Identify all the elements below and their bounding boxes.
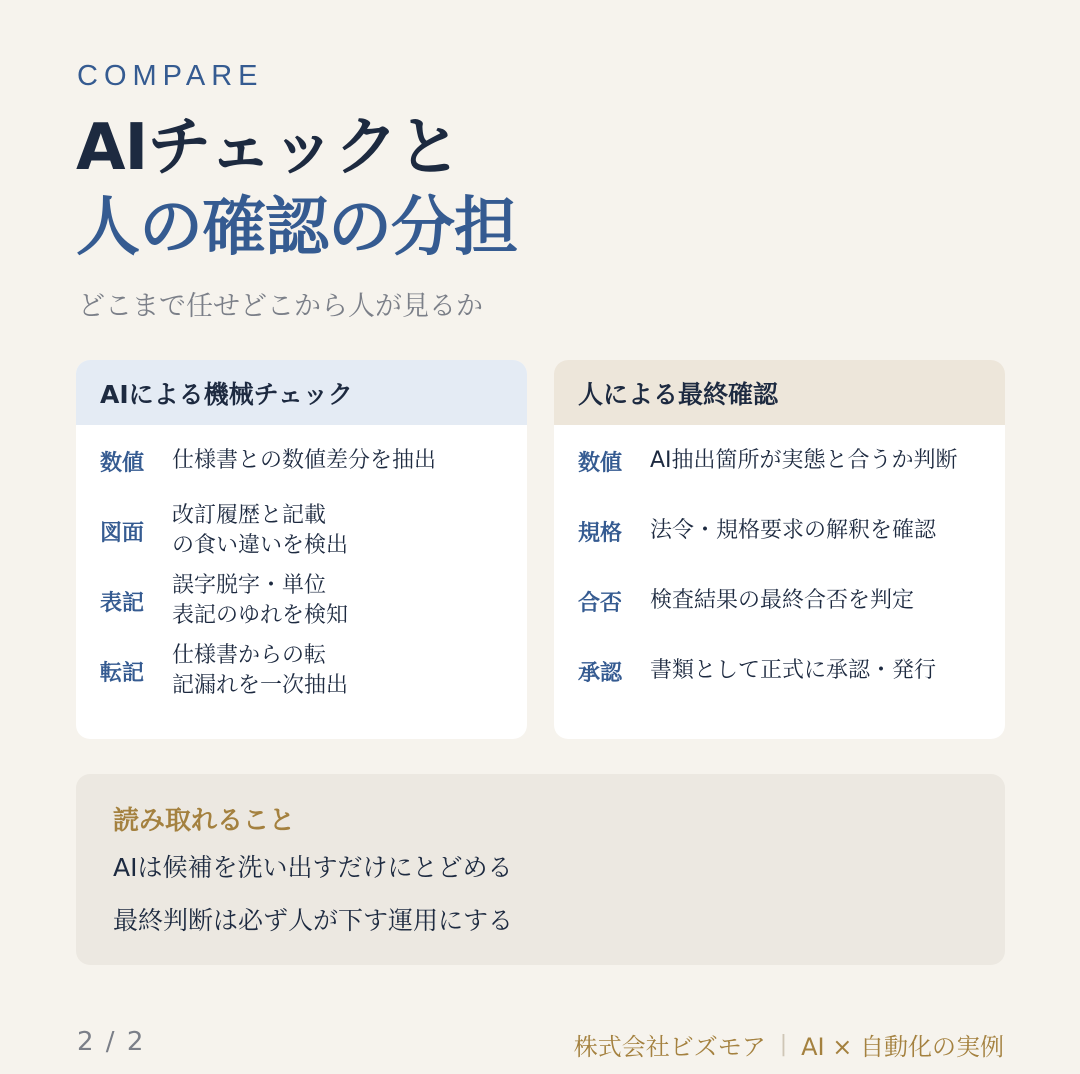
ai-row-drawings	[100, 501, 517, 561]
human-row-numbers	[578, 431, 995, 491]
human-check-card	[554, 360, 1005, 739]
ai-row-tag: 表記	[100, 590, 145, 616]
ai-row-tag: 転記	[100, 660, 145, 686]
eyebrow-label: COMPARE	[77, 60, 264, 92]
human-check-card-heading: 人による最終確認	[554, 360, 1005, 425]
ai-row-text: 仕様書との数値差分を抽出	[172, 448, 437, 473]
human-row-text: AI抽出箇所が実態と合うか判断	[650, 448, 958, 473]
ai-row-tag: 数値	[100, 450, 145, 476]
ai-row-text: 改訂履歴と記載 の食い違いを検出	[172, 503, 349, 558]
page-indicator: 2 / 2	[77, 1027, 146, 1057]
ai-check-card-heading: AIによる機械チェック	[76, 360, 527, 425]
ai-check-card	[76, 360, 527, 739]
company-name: 株式会社ビズモア	[573, 1033, 766, 1061]
human-row-standards	[578, 501, 995, 561]
ai-row-tag: 図面	[100, 520, 145, 546]
page-title	[76, 108, 517, 268]
human-row-text: 法令・規格要求の解釈を確認	[650, 518, 937, 543]
human-row-tag: 数値	[578, 450, 623, 476]
series-name: AI × 自動化の実例	[801, 1033, 1004, 1061]
page-subtitle: どこまで任せどこから人が見るか	[78, 291, 483, 322]
title-line-1: AIチェックと	[76, 111, 461, 185]
ai-row-text: 仕様書からの転 記漏れを一次抽出	[172, 643, 349, 698]
footer-separator: |	[779, 1032, 788, 1057]
human-row-tag: 承認	[578, 660, 623, 686]
summary-title: 読み取れること	[113, 806, 296, 836]
summary-box	[76, 774, 1005, 965]
ai-row-notation	[100, 571, 517, 631]
summary-point: 最終判断は必ず人が下す運用にする	[113, 906, 514, 935]
footer-credit	[574, 1027, 1004, 1062]
human-row-text: 検査結果の最終合否を判定	[650, 588, 915, 613]
summary-point: AIは候補を洗い出すだけにとどめる	[113, 853, 513, 882]
human-row-pass-fail	[578, 571, 995, 631]
human-row-tag: 規格	[578, 520, 623, 546]
ai-row-text: 誤字脱字・単位 表記のゆれを検知	[172, 573, 349, 628]
ai-row-numbers	[100, 431, 517, 491]
human-row-tag: 合否	[578, 590, 623, 616]
ai-row-transcription	[100, 641, 517, 701]
title-line-2: 人の確認の分担	[76, 191, 517, 265]
human-row-text: 書類として正式に承認・発行	[650, 658, 937, 683]
human-row-approval	[578, 641, 995, 701]
